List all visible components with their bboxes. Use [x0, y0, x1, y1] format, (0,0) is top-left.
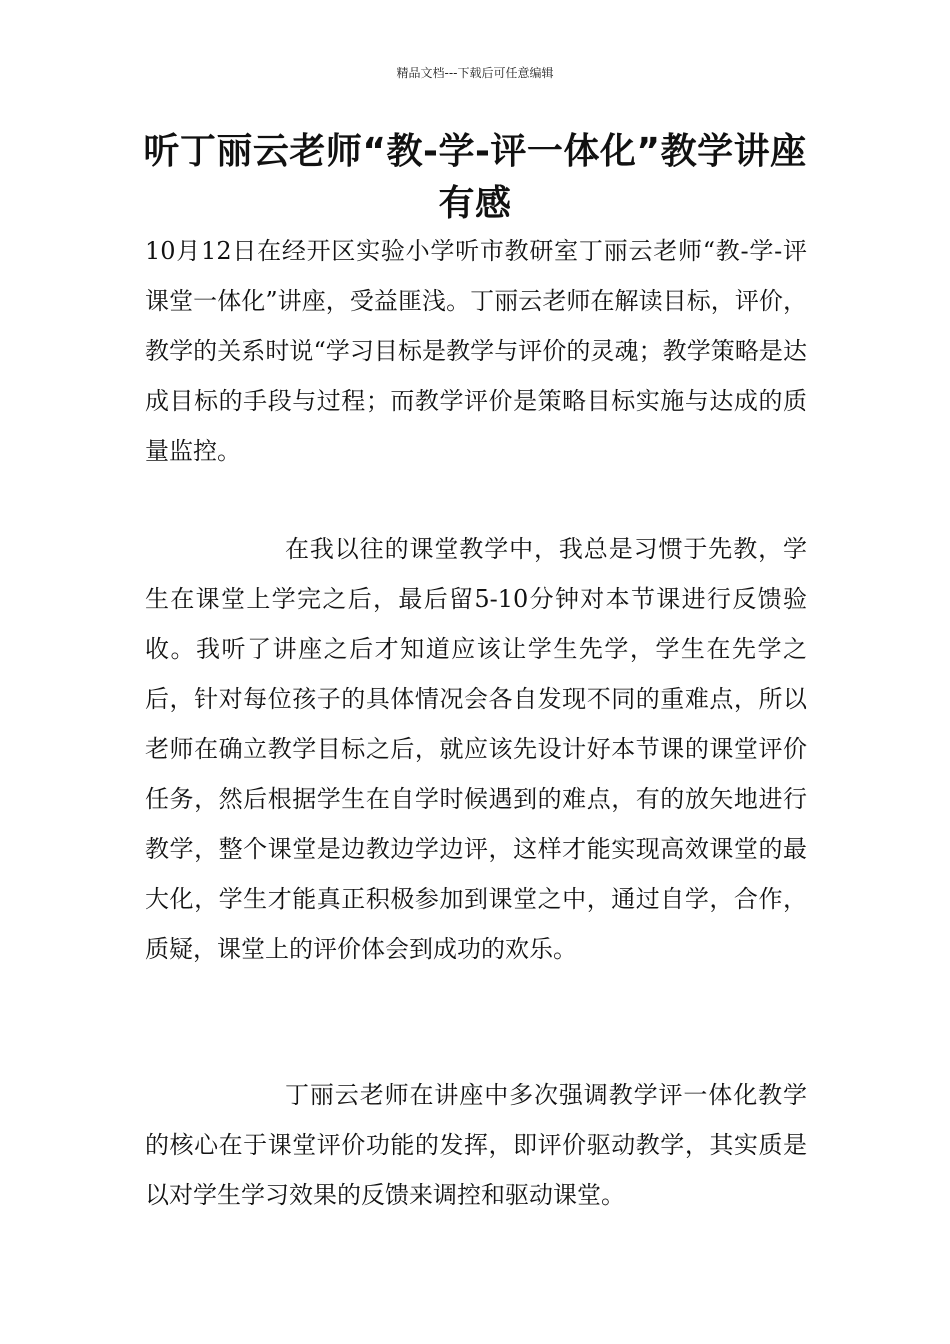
- paragraph-3: 丁丽云老师在讲座中多次强调教学评一体化教学的核心在于课堂评价功能的发挥，即评价驱动教学，其实质是以对学生学习效果的反馈来调控和驱动课堂。: [145, 1081, 807, 1209]
- paragraph-2: 在我以往的课堂教学中，我总是习惯于先教，学生在课堂上学完之后，最后留5-10分钟对本节课进行反馈验收。我听了讲座之后才知道应该让学生先学，学生在先学之后，针对每位孩子的具体情况会各自发现不同的重难点，所以老师在确立教学目标之后，就应该先设计好本节课的课堂评价任务，然后根据学生在自学时候遇到的难点，有的放矢地进行教学，整个课堂是边教边学边评，这样才能实现高效课堂的最大化，学生才能真正积极参加到课堂之中，通过自学，合作，质疑，课堂上的评价体会到成功的欢乐。: [145, 535, 807, 963]
- page-header: 精品文档---下载后可任意编辑: [396, 66, 554, 80]
- document-title: 听丁丽云老师“教-学-评一体化”教学讲座有感: [143, 131, 807, 224]
- paragraph-1: 10月12日在经开区实验小学听市教研室丁丽云老师“教-学-评课堂一体化”讲座，受益匪浅。丁丽云老师在解读目标，评价，教学的关系时说“学习目标是教学与评价的灵魂；教学策略是达成目标的手段与过程；而教学评价是策略目标实施与达成的质量监控。: [145, 237, 807, 465]
